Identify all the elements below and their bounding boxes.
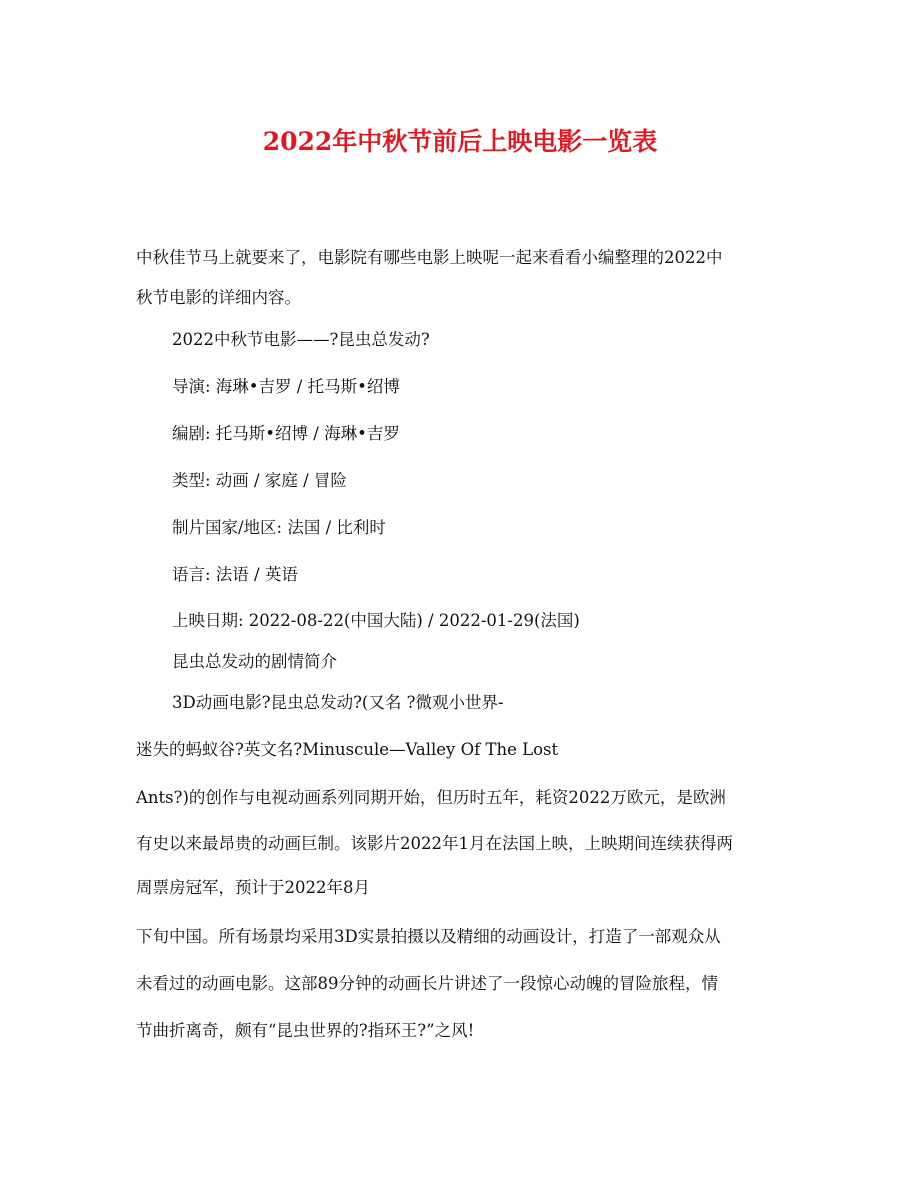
language-line: 语言: 法语 / 英语 — [172, 565, 298, 584]
synopsis-line-7: 未看过的动画电影。这部89分钟的动画长片讲述了一段惊心动魄的冒险旅程，情 — [136, 974, 718, 993]
synopsis-line-4: 有史以来最昂贵的动画巨制。该影片2022年1月在法国上映，上映期间连续获得两 — [136, 834, 733, 853]
synopsis-heading: 昆虫总发动的剧情简介 — [172, 652, 337, 671]
document-title: 2022年中秋节前后上映电影一览表 — [262, 127, 658, 156]
intro-line-1: 中秋佳节马上就要来了，电影院有哪些电影上映呢一起来看看小编整理的2022中 — [136, 248, 723, 267]
intro-line-2: 秋节电影的详细内容。 — [136, 288, 301, 307]
writer-line: 编剧: 托马斯•绍博 / 海琳•吉罗 — [172, 424, 400, 443]
release-date-line: 上映日期: 2022-08-22(中国大陆) / 2022-01-29(法国) — [172, 611, 580, 630]
genre-line: 类型: 动画 / 家庭 / 冒险 — [172, 471, 347, 490]
synopsis-line-3: Ants?)的创作与电视动画系列同期开始，但历时五年，耗资2022万欧元，是欧洲 — [136, 788, 726, 807]
synopsis-line-1: 3D动画电影?昆虫总发动?(又名 ?微观小世界- — [172, 693, 504, 712]
country-line: 制片国家/地区: 法国 / 比利时 — [172, 518, 386, 537]
movie-heading: 2022中秋节电影——?昆虫总发动? — [172, 330, 430, 349]
director-line: 导演: 海琳•吉罗 / 托马斯•绍博 — [172, 377, 400, 396]
synopsis-line-5: 周票房冠军，预计于2022年8月 — [136, 878, 370, 897]
synopsis-line-2: 迷失的蚂蚁谷?英文名?Minuscule—Valley Of The Lost — [136, 740, 559, 759]
synopsis-line-6: 下旬中国。所有场景均采用3D实景拍摄以及精细的动画设计，打造了一部观众从 — [136, 927, 721, 946]
synopsis-line-8: 节曲折离奇，颇有“昆虫世界的?指环王?”之风! — [136, 1021, 475, 1040]
